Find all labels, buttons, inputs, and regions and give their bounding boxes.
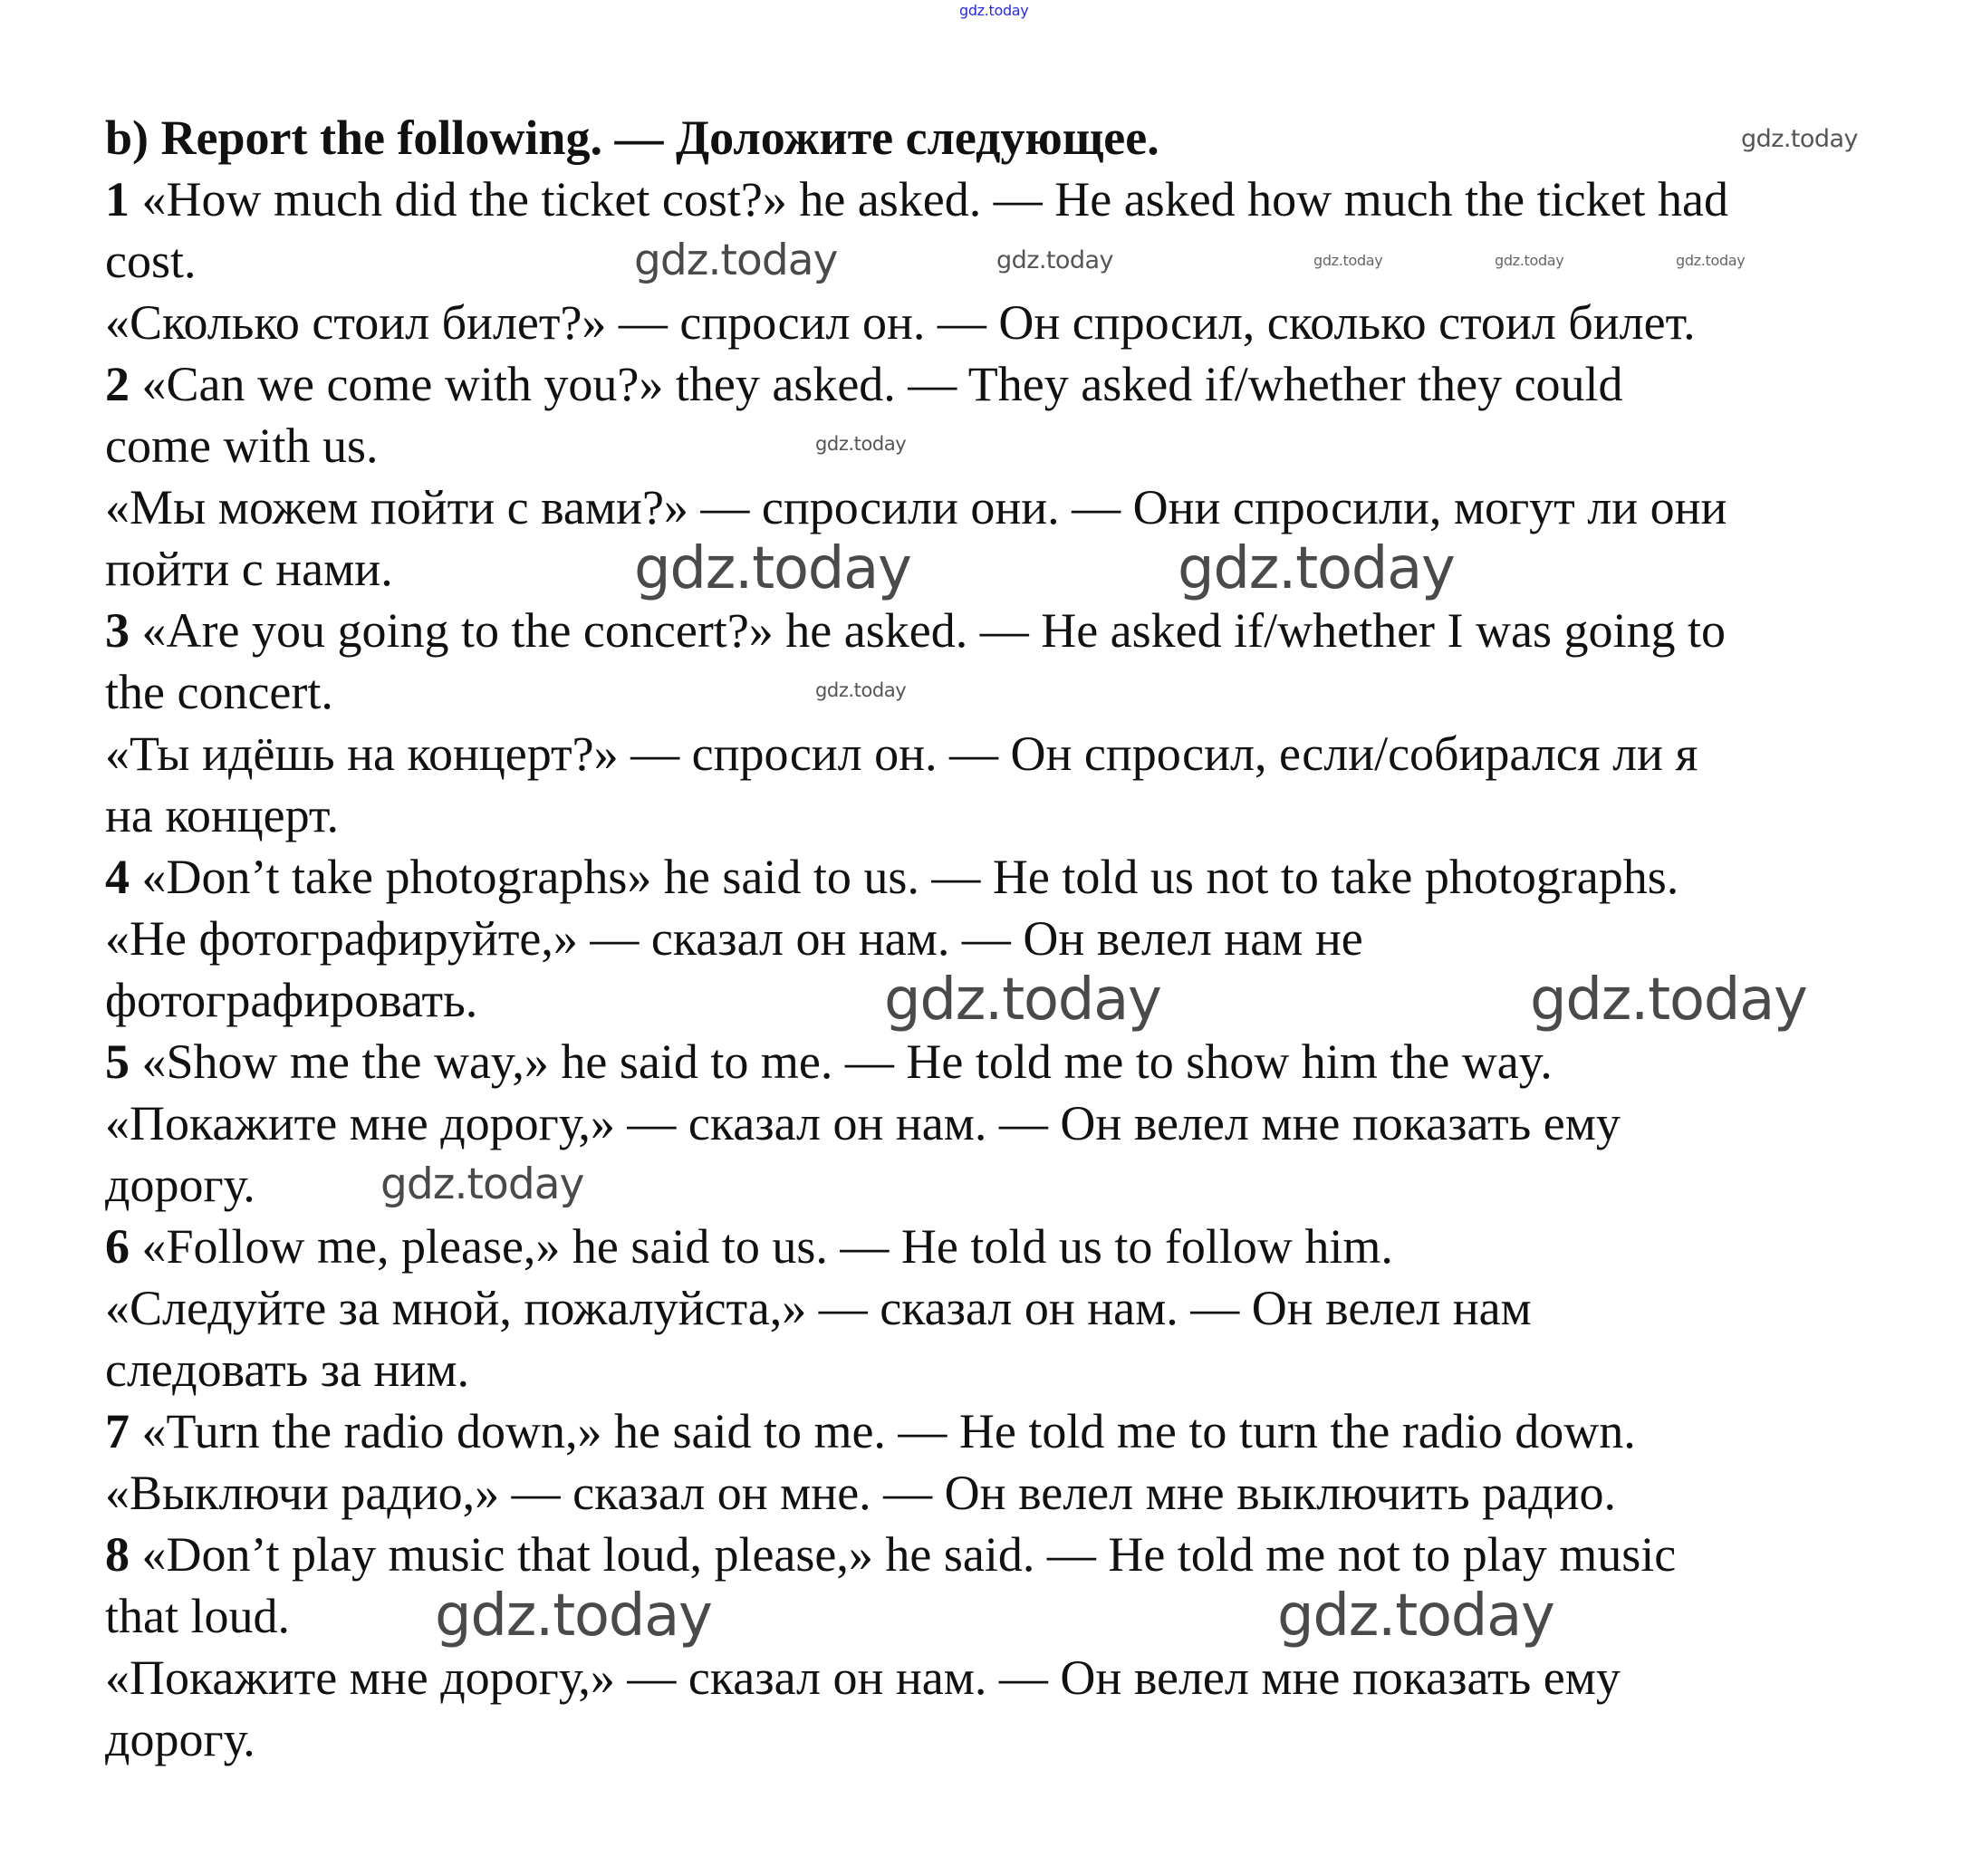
watermark: gdz.today <box>1676 252 1746 269</box>
item-text: «Следуйте за мной, пожалуйста,» — сказал он нам. — Он велел нам <box>105 1281 1532 1335</box>
item-text: «Can we come with you?» they asked. — They asked if/whether they could <box>141 357 1623 411</box>
item-text: «Turn the radio down,» he said to me. — He told me to turn the radio down. <box>141 1404 1636 1458</box>
item-text: come with us. <box>105 418 379 473</box>
item-line <box>105 292 1696 353</box>
watermark: gdz.today <box>815 433 907 455</box>
watermark: gdz.today <box>1495 252 1564 269</box>
item-line <box>105 1277 1532 1339</box>
watermark: gdz.today <box>1277 1583 1554 1650</box>
item-text: на концерт. <box>105 788 339 842</box>
item-text: the concert. <box>105 665 333 719</box>
item-first-line <box>105 353 1623 415</box>
item-text: «Don’t take photographs» he said to us. — He told us not to take photographs. <box>141 850 1679 904</box>
exercise-title: b) Report the following. — Доложите следующее. <box>105 111 1159 165</box>
item-text: cost. <box>105 234 197 288</box>
watermark: gdz.today <box>996 246 1113 274</box>
item-text: «Follow me, please,» he said to us. — He told us to follow him. <box>141 1219 1393 1274</box>
item-line <box>105 1092 1621 1154</box>
item-text: «Are you going to the concert?» he asked. — He asked if/whether I was going to <box>141 603 1726 658</box>
item-number: 1 <box>105 172 130 226</box>
item-first-line <box>105 846 1679 908</box>
watermark: gdz.today <box>634 535 911 602</box>
item-line <box>105 476 1727 538</box>
item-line <box>105 1585 290 1647</box>
item-text: «Мы можем пойти с вами?» — спросили они. — Они спросили, могут ли они <box>105 480 1727 534</box>
item-line <box>105 969 477 1031</box>
watermark: gdz.today <box>1178 535 1455 602</box>
item-line <box>105 538 393 600</box>
item-text: дорогу. <box>105 1158 255 1212</box>
item-first-line <box>105 168 1728 230</box>
watermark: gdz.today <box>959 2 1029 19</box>
exercise-text <box>105 107 1728 1770</box>
item-line <box>105 1339 469 1400</box>
item-number: 3 <box>105 603 130 658</box>
watermark: gdz.today <box>1741 125 1858 153</box>
watermark: gdz.today <box>634 236 838 285</box>
item-first-line <box>105 1031 1553 1092</box>
item-line <box>105 1647 1621 1708</box>
item-text: дорогу. <box>105 1712 255 1766</box>
item-number: 8 <box>105 1527 130 1582</box>
item-line <box>105 230 197 292</box>
item-line <box>105 723 1698 784</box>
watermark: gdz.today <box>1313 252 1383 269</box>
watermark: gdz.today <box>884 967 1161 1034</box>
watermark: gdz.today <box>815 679 907 701</box>
item-text: «Не фотографируйте,» — сказал он нам. — Он велел нам не <box>105 911 1363 966</box>
item-text: «Don’t play music that loud, please,» he said. — He told me not to play music <box>141 1527 1677 1582</box>
item-text: «Сколько стоил билет?» — спросил он. — Он спросил, сколько стоил билет. <box>105 295 1696 350</box>
item-text: «Show me the way,» he said to me. — He told me to show him the way. <box>141 1034 1553 1089</box>
item-line <box>105 1708 255 1770</box>
item-line <box>105 415 378 476</box>
item-number: 2 <box>105 357 130 411</box>
item-text: that loud. <box>105 1589 290 1643</box>
item-line <box>105 784 339 846</box>
watermark: gdz.today <box>380 1159 584 1209</box>
item-text: «Покажите мне дорогу,» — сказал он нам. — Он велел мне показать ему <box>105 1096 1621 1150</box>
watermark: gdz.today <box>435 1583 712 1650</box>
item-line <box>105 1462 1616 1524</box>
item-text: «Выключи радио,» — сказал он мне. — Он велел мне выключить радио. <box>105 1466 1616 1520</box>
item-text: пойти с нами. <box>105 542 393 596</box>
item-line <box>105 1154 255 1216</box>
item-number: 6 <box>105 1219 130 1274</box>
item-first-line <box>105 1216 1393 1277</box>
item-line <box>105 661 333 723</box>
item-text: следовать за ним. <box>105 1342 469 1397</box>
item-first-line <box>105 1400 1636 1462</box>
watermark: gdz.today <box>1530 967 1807 1034</box>
item-number: 5 <box>105 1034 130 1089</box>
item-first-line <box>105 600 1726 661</box>
item-line <box>105 908 1363 969</box>
item-text: «How much did the ticket cost?» he asked. — He asked how much the ticket had <box>141 172 1729 226</box>
item-text: «Ты идёшь на концерт?» — спросил он. — Он спросил, если/собирался ли я <box>105 726 1698 781</box>
item-text: фотографировать. <box>105 973 478 1027</box>
item-first-line <box>105 1524 1676 1585</box>
item-number: 4 <box>105 850 130 904</box>
item-text: «Покажите мне дорогу,» — сказал он нам. — Он велел мне показать ему <box>105 1650 1621 1705</box>
item-number: 7 <box>105 1404 130 1458</box>
